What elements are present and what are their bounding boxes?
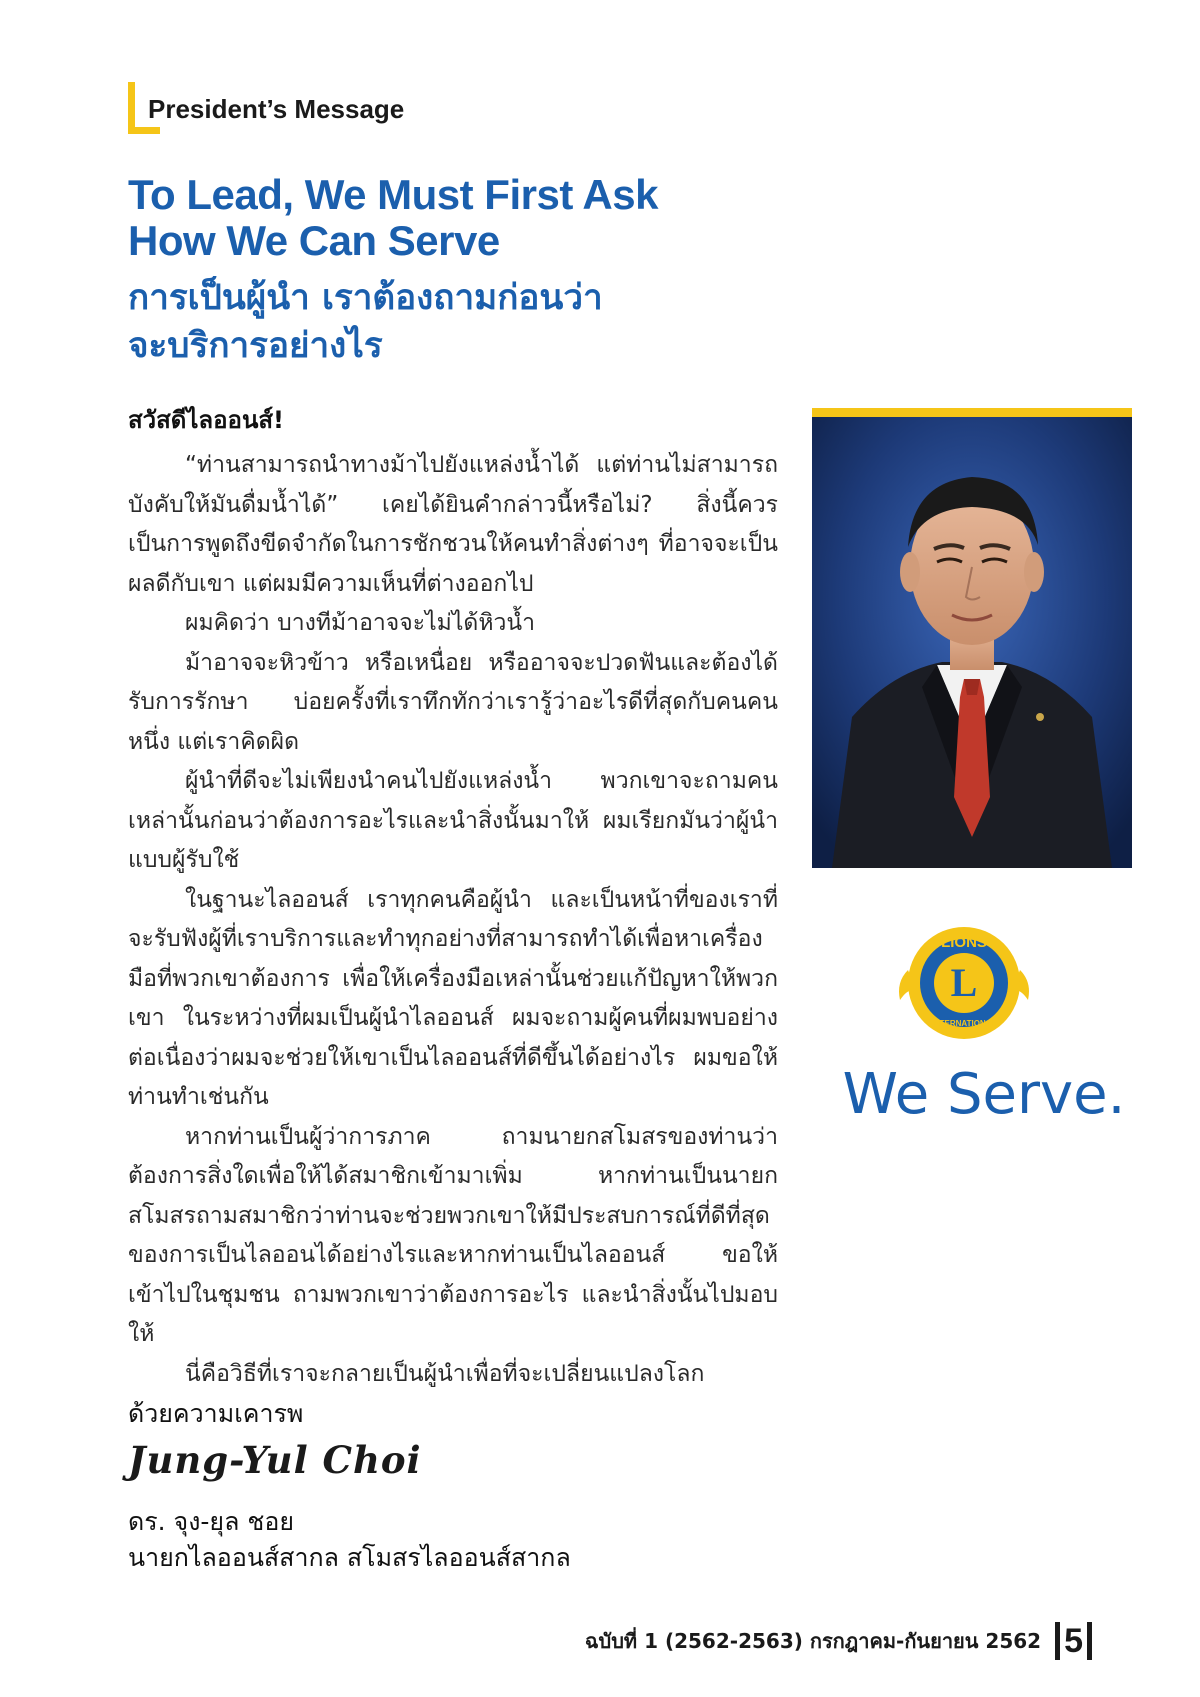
paragraph: ม้าอาจจะหิวข้าว หรือเหนื่อย หรืออาจจะปวดฟันและต้องได้รับการรักษา บ่อยครั้งที่เราทึกทักว่าเรารู้ว่าอะไรดีที่สุดกับคนคนหนึ่ง แต่เราคิดผิด: [128, 649, 778, 755]
title-en-line-1: To Lead, We Must First Ask: [128, 171, 658, 218]
section-label: [128, 82, 508, 138]
page-footer: [585, 1618, 1092, 1664]
page-number: 5: [1064, 1621, 1083, 1660]
paragraph: “ท่านสามารถนำทางม้าไปยังแหล่งน้ำได้ แต่ท่านไม่สามารถบังคับให้มันดื่มน้ำได้” เคยได้ยินคำกล่าวนี้หรือไม่? สิ่งนี้ควรเป็นการพูดถึงขีดจำกัดในการชักชวนให้คนทำสิ่งต่างๆ ที่อาจจะเป็นผลดีกับเขา แต่ผมมีความเห็นที่ต่างออกไป: [128, 452, 778, 597]
footer-divider: [1055, 1622, 1060, 1660]
title-th-line-1: การเป็นผู้นำ เราต้องถามก่อนว่า: [128, 278, 603, 318]
closing-salutation: ด้วยความเคารพ: [128, 1399, 304, 1428]
photo-accent-bar: [812, 408, 1132, 417]
title-th-line-2: จะบริการอย่างไร: [128, 326, 383, 366]
portrait-photo: [812, 417, 1132, 868]
footer-divider: [1087, 1622, 1092, 1660]
lions-clubs-emblem-icon: [894, 920, 1034, 1046]
greeting: สวัสดีไลออนส์!: [128, 406, 284, 434]
article-body: [128, 446, 778, 1394]
article-title-english: [128, 172, 848, 264]
logo-bottom-text: INTERNATIONAL: [931, 1019, 997, 1028]
paragraph: หากท่านเป็นผู้ว่าการภาค ถามนายกสโมสรของท่านว่าต้องการสิ่งใดเพื่อให้ได้สมาชิกเข้ามาเพิ่ม หากท่านเป็นนายกสโมสรถามสมาชิกว่าท่านจะช่วยพวกเขาให้มีประสบการณ์ที่ดีที่สุดของการเป็นไลออนได้อย่างไรและหากท่านเป็นไลออนส์ ขอให้เข้าไปในชุมชน ถามพวกเขาว่าต้องการอะไร และนำสิ่งนั้นไปมอบให้: [128, 1123, 778, 1347]
motto: We Serve.: [842, 1062, 1126, 1127]
logo-top-text: LIONS: [941, 934, 987, 951]
paragraph: ผมคิดว่า บางทีม้าอาจจะไม่ได้หิวน้ำ: [185, 610, 536, 636]
signature: Jung-Yul Choi: [128, 1438, 422, 1482]
section-label-text: President’s Message: [148, 94, 405, 124]
section-accent-bar-base: [128, 127, 160, 134]
paragraph: นี่คือวิธีที่เราจะกลายเป็นผู้นำเพื่อที่จะเปลี่ยนแปลงโลก: [185, 1360, 705, 1387]
president-portrait: [812, 408, 1132, 868]
signer-title: นายกไลออนส์สากล สโมสรไลออนส์สากล: [128, 1543, 571, 1572]
title-en-line-2: How We Can Serve: [128, 217, 500, 264]
signer-name: ดร. จุง-ยุล ชอย: [128, 1507, 294, 1536]
paragraph: ผู้นำที่ดีจะไม่เพียงนำคนไปยังแหล่งน้ำ พวกเขาจะถามคนเหล่านั้นก่อนว่าต้องการอะไรและนำสิ่งนั้นมาให้ ผมเรียกมันว่าผู้นำแบบผู้รับใช้: [128, 768, 778, 873]
logo-letter: L: [950, 960, 978, 1005]
paragraph: ในฐานะไลออนส์ เราทุกคนคือผู้นำ และเป็นหน้าที่ของเราที่จะรับฟังผู้ที่เราบริการและทำทุกอย่างที่สามารถทำได้เพื่อหาเครื่องมือที่พวกเขาต้องการ เพื่อให้เครื่องมือเหล่านั้นช่วยแก้ปัญหาให้พวกเขา ในระหว่างที่ผมเป็นผู้นำไลออนส์ ผมจะถามผู้คนที่ผมพบอย่างต่อเนื่องว่าผมจะช่วยให้เขาเป็นไลออนส์ที่ดีขึ้นได้อย่างไร ผมขอให้ท่านทำเช่นกัน: [128, 886, 778, 1110]
article-title-thai: [128, 274, 848, 370]
issue-info: ฉบับที่ 1 (2562-2563) กรกฎาคม-กันยายน 2562: [584, 1629, 1042, 1653]
